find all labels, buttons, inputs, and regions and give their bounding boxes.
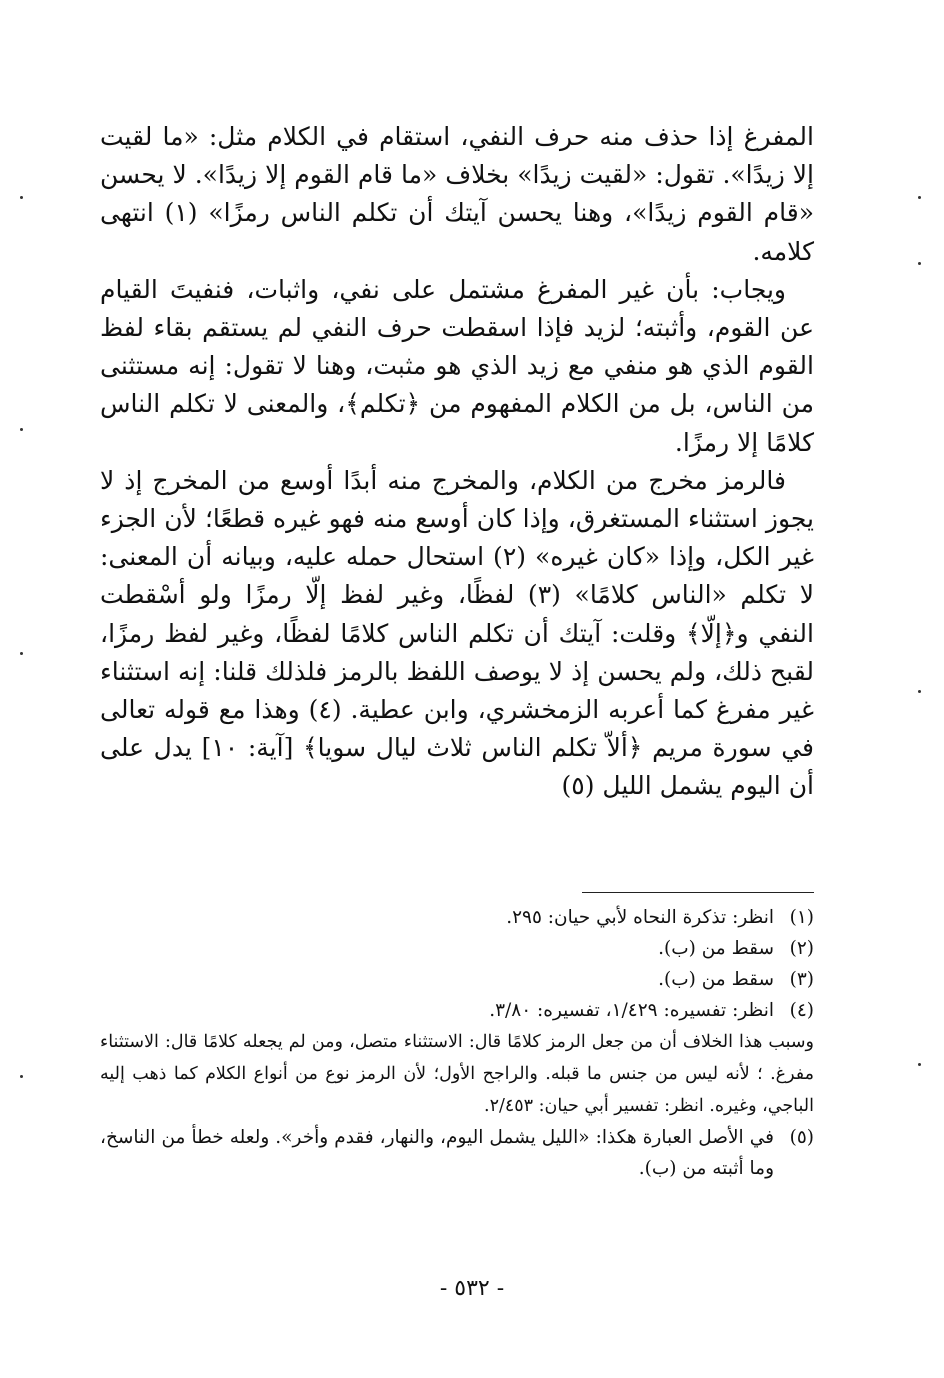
footnote-text: انظر: تذكرة النحاه لأبي حيان: ٢٩٥. (506, 907, 774, 928)
scan-speck (20, 1075, 23, 1078)
footnote-text: سقط من (ب). (658, 938, 774, 959)
body-paragraph-2: ويجاب: بأن غير المفرغ مشتمل على نفي، واثبات، فنفيتَ القيام عن القوم، وأثبته؛ لزيد فإذا اسقطت حرف النفي لم يستقم بقاء لفظ القوم الذي هو منفي مع زيد الذي هو مثبت، وهنا لا تقول: إنه مستثنى من الناس، بل من الكلام المفهوم من ﴿تكلم﴾، والمعنى لا تكلم الناس كلامًا إلا رمزًا. (100, 274, 814, 457)
scan-speck (918, 690, 921, 693)
scan-speck (918, 1063, 921, 1066)
footnote-number: (٥) (789, 1127, 814, 1148)
footnote-number: (٤) (789, 1000, 814, 1021)
footnote-text: سقط من (ب). (658, 969, 774, 990)
body-paragraph-3: فالرمز مخرج من الكلام، والمخرج منه أبدًا أوسع من المخرج إذ لا يجوز استثناء المستغرق، وإذا كان أوسع منه فهو غيره قطعًا؛ لأن الجزء غير الكل، وإذا «كان غيره» (٢) استحال حمله عليه، وبيانه أن المعنى: لا تكلم «الناس كلامًا» (٣) لفظًا، وغير لفظ إلّا رمزًا ولو أسْقطت النفي و﴿إلّا﴾ وقلت: آيتك أن تكلم الناس كلامًا لفظًا، وغير لفظ رمزًا، لقبح ذلك، ولم يحسن إذ لا يوصف اللفظ بالرمز فلذلك قلنا: إنه استثناء غير مفرغ كما أعربه الزمخشري، وابن عطية. (٤) وهذا مع قوله تعالى في سورة مريم ﴿ألاّ تكلم الناس ثلاث ليال سويا﴾ [آية: ١٠] يدل على أن اليوم يشمل الليل (٥) (100, 465, 814, 801)
scan-speck (20, 196, 23, 199)
page-number: - ٥٣٢ - (439, 1276, 505, 1301)
footnotes (100, 902, 814, 1184)
footnote-number: (٣) (789, 969, 814, 990)
footnote-4 (100, 995, 814, 1026)
footnote-text: في الأصل العبارة هكذا: «الليل يشمل اليوم، والنهار، فقدم وأخر». ولعله خطأ من الناسخ، وما أثبته من (ب). (100, 1127, 774, 1179)
body-paragraph-1: المفرغ إذا حذف منه حرف النفي، استقام في الكلام مثل: «ما لقيت إلا زيدًا». تقول: «لقيت زيدًا» بخلاف «ما قام القوم إلا زيدًا». لا يحسن «قام القوم زيدًا»، وهنا يحسن آيتك أن تكلم الناس رمزًا» (١) انتهى كلامه. (100, 122, 814, 266)
page-body (100, 118, 814, 1179)
footnote-3 (100, 964, 814, 995)
scan-speck (20, 428, 23, 431)
footnote-number: (١) (789, 907, 814, 928)
scan-speck (20, 652, 23, 655)
footnote-number: (٢) (789, 938, 814, 959)
footnote-4-continuation (100, 1026, 814, 1122)
scan-speck (918, 262, 921, 265)
footnote-text: انظر: تفسيره: ١/٤٢٩، تفسيره: ٣/٨٠. (489, 1000, 774, 1021)
footnote-text: وسبب هذا الخلاف أن من جعل الرمز كلامًا قال: الاستثناء متصل، ومن لم يجعله كلامًا قال: الاستثناء مفرغ. ؛ لأنه ليس من جنس ما قبله. والراجح الأول؛ لأن الرمز نوع من أنواع الكلام كما ذهب إليه الباجي، وغيره. انظر: تفسير أبي حيان: ٢/٤٥٣. (100, 1032, 814, 1116)
footnote-5 (100, 1122, 814, 1184)
footnote-1 (100, 902, 814, 933)
scan-speck (918, 196, 921, 199)
footnote-separator (582, 892, 814, 893)
footnote-2 (100, 933, 814, 964)
